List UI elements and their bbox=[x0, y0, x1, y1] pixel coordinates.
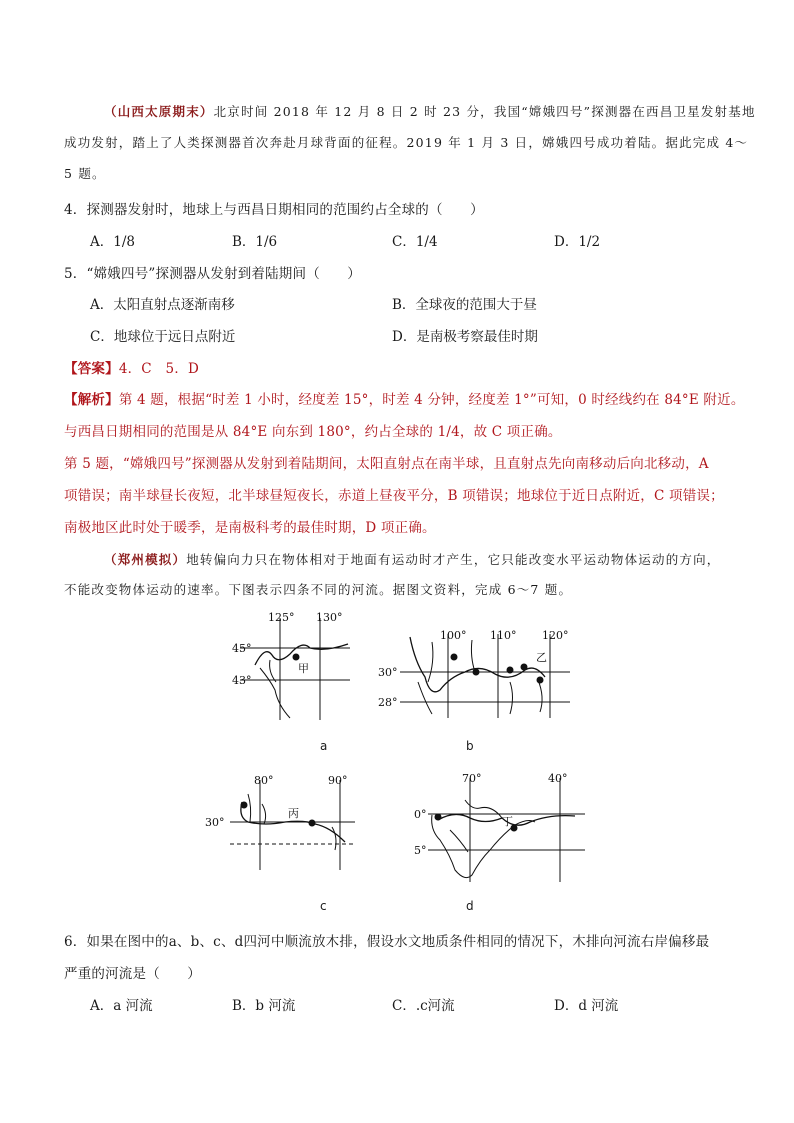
fig-d-lon2: 40° bbox=[548, 772, 568, 785]
fig-c-lat1: 30° bbox=[205, 816, 225, 829]
passage1-line3: 5 题。 bbox=[64, 166, 106, 181]
passage2-line1 bbox=[104, 550, 721, 568]
analysis-label: 【解析】 bbox=[64, 392, 119, 408]
figure-b bbox=[370, 622, 580, 726]
q6-option-d[interactable]: D．d 河流 bbox=[554, 998, 619, 1014]
analysis-line1 bbox=[64, 388, 745, 408]
passage2-line1-text: 地转偏向力只在物体相对于地面有运动时才产生，它只能改变水平运动物体运动的方向， bbox=[186, 552, 721, 567]
fig-d-lon1: 70° bbox=[462, 772, 482, 785]
fig-d-mark: 丁 bbox=[502, 815, 513, 828]
figure-c bbox=[200, 772, 360, 876]
fig-b-lon3: 120° bbox=[542, 629, 569, 642]
point-jia bbox=[293, 654, 300, 661]
fig-b-lat2: 28° bbox=[378, 696, 398, 709]
analysis-line4: 项错误；南半球昼长夜短，北半球昼短夜长，赤道上昼夜平分，B 项错误；地球位于近日点附近，C 项错误； bbox=[64, 488, 724, 504]
analysis-line3: 第 5 题，“嫦娥四号”探测器从发射到着陆期间，太阳直射点在南半球，且直射点先向南移动后向北移动，A bbox=[64, 456, 709, 472]
passage2-source: （郑州模拟） bbox=[104, 552, 187, 567]
passage1-line2: 成功发射，踏上了人类探测器首次奔赴月球背面的征程。2019 年 1 月 3 日，嫦娥四号成功着陆。据此完成 4～ bbox=[64, 135, 749, 150]
figure-b-caption: b bbox=[466, 739, 474, 753]
passage1-line1 bbox=[104, 102, 756, 120]
q4-option-d[interactable]: D．1/2 bbox=[554, 234, 601, 250]
figure-c-caption: c bbox=[320, 899, 327, 913]
fig-b-lat1: 30° bbox=[378, 666, 398, 679]
passage2-line2: 不能改变物体运动的速率。下图表示四条不同的河流。据图文资料，完成 6～7 题。 bbox=[64, 582, 573, 597]
answer-label: 【答案】 bbox=[64, 361, 119, 377]
q4-stem: 4．探测器发射时，地球上与西昌日期相同的范围约占全球的（ ） bbox=[64, 202, 484, 218]
q5-option-a[interactable]: A．太阳直射点逐渐南移 bbox=[90, 297, 235, 313]
passage1-source: （山西太原期末） bbox=[104, 104, 214, 119]
q5-option-b[interactable]: B．全球夜的范围大于昼 bbox=[392, 297, 537, 313]
figure-d-caption: d bbox=[466, 899, 474, 913]
answer bbox=[64, 357, 199, 377]
fig-c-lon2: 90° bbox=[328, 774, 348, 787]
q5-option-d[interactable]: D．是南极考察最佳时期 bbox=[392, 329, 538, 345]
fig-a-lon2: 130° bbox=[316, 611, 343, 624]
q6-option-b[interactable]: B．b 河流 bbox=[232, 998, 296, 1014]
answer-text: 4．C 5．D bbox=[118, 361, 200, 377]
q6-stem-line2: 严重的河流是（ ） bbox=[64, 966, 201, 982]
point-bing bbox=[309, 820, 316, 827]
figure-d bbox=[410, 770, 590, 888]
fig-d-lat1: 0° bbox=[414, 808, 427, 821]
q4-option-a[interactable]: A．1/8 bbox=[90, 234, 135, 250]
q6-option-a[interactable]: A．a 河流 bbox=[90, 998, 153, 1014]
q5-stem: 5．“嫦娥四号”探测器从发射到着陆期间（ ） bbox=[64, 266, 361, 282]
fig-d-lat2: 5° bbox=[414, 844, 427, 857]
analysis-line5: 南极地区此时处于暖季，是南极科考的最佳时期，D 项正确。 bbox=[64, 520, 436, 536]
q4-option-b[interactable]: B．1/6 bbox=[232, 234, 278, 250]
fig-a-lat1: 45° bbox=[232, 642, 252, 655]
fig-b-mark: 乙 bbox=[536, 651, 547, 664]
q6-option-c[interactable]: C．.c河流 bbox=[392, 998, 455, 1014]
passage1-line1-text: 北京时间 2018 年 12 月 8 日 2 时 23 分，我国“嫦娥四号”探测器在西昌卫星发射基地 bbox=[213, 104, 756, 119]
point-yi bbox=[521, 664, 528, 671]
q4-option-c[interactable]: C．1/4 bbox=[392, 234, 438, 250]
figure-a-caption: a bbox=[320, 739, 328, 753]
figure-a bbox=[210, 610, 360, 726]
fig-c-lon1: 80° bbox=[254, 774, 274, 787]
analysis-line1-text: 第 4 题，根据“时差 1 小时，经度差 15°，时差 4 分钟，经度差 1°”可知，0 时经线约在 84°E 附近。 bbox=[118, 392, 745, 408]
q6-stem-line1: 6．如果在图中的a、b、c、d四河中顺流放木排，假设水文地质条件相同的情况下，木排向河流右岸偏移最 bbox=[64, 934, 710, 950]
fig-b-lon1: 100° bbox=[440, 629, 467, 642]
fig-a-lon1: 125° bbox=[268, 611, 295, 624]
fig-b-lon2: 110° bbox=[490, 629, 517, 642]
q5-option-c[interactable]: C．地球位于远日点附近 bbox=[90, 329, 236, 345]
analysis-line2: 与西昌日期相同的范围是从 84°E 向东到 180°，约占全球的 1/4，故 C 项正确。 bbox=[64, 424, 562, 440]
fig-a-mark: 甲 bbox=[298, 662, 309, 675]
fig-c-mark: 丙 bbox=[288, 807, 299, 820]
fig-a-lat2: 43° bbox=[232, 674, 252, 687]
